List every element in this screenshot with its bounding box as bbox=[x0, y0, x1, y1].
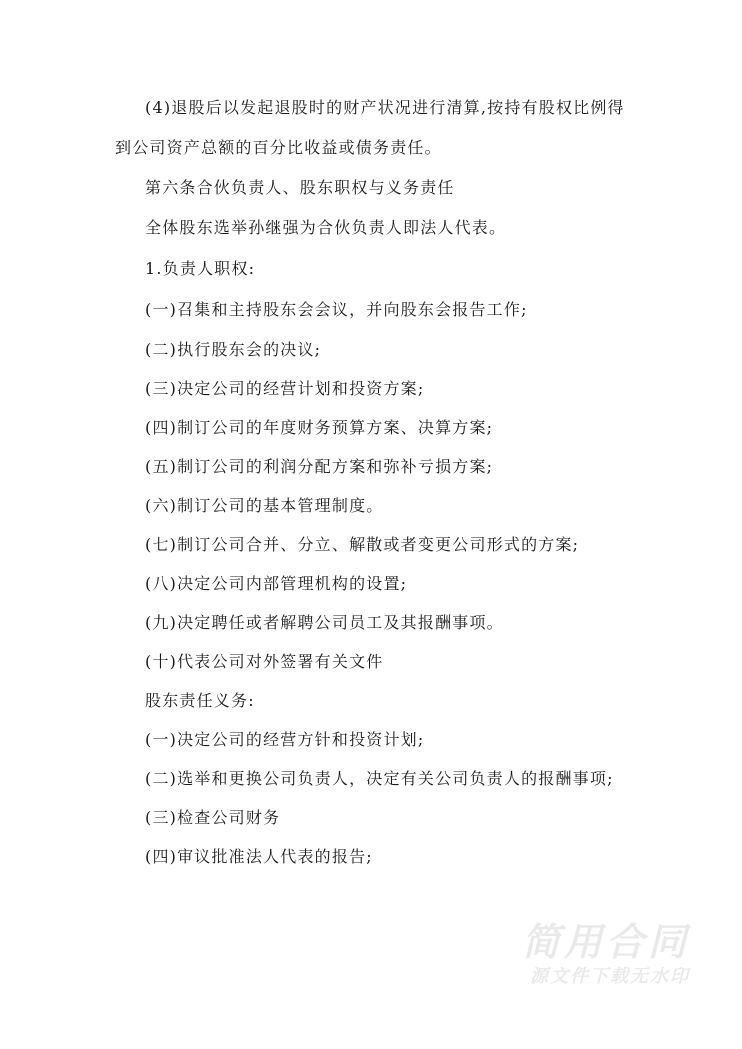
list-item: (三)检查公司财务 bbox=[145, 808, 281, 827]
paragraph-line-1: (4)退股后以发起退股时的财产状况进行清算,按持有股权比例得 bbox=[145, 98, 625, 117]
list-item: (一)召集和主持股东会会议，并向股东会报告工作; bbox=[145, 300, 528, 319]
list-item: (二)执行股东会的决议; bbox=[145, 340, 322, 359]
list-item: (八)决定公司内部管理机构的设置; bbox=[145, 574, 408, 593]
watermark-subtitle: 源文件下载无水印 bbox=[530, 966, 690, 987]
paragraph-line-2: 到公司资产总额的百分比收益或债务责任。 bbox=[115, 138, 442, 157]
subheading-responsibilities: 1.负责人职权: bbox=[145, 259, 256, 278]
watermark-title: 简用合同 bbox=[521, 920, 690, 964]
list-item: (七)制订公司合并、分立、解散或者变更公司形式的方案; bbox=[145, 535, 580, 554]
list-item: (三)决定公司的经营计划和投资方案; bbox=[145, 379, 425, 398]
list-item: (十)代表公司对外签署有关文件 bbox=[145, 652, 384, 671]
list-item: (四)制订公司的年度财务预算方案、决算方案; bbox=[145, 418, 494, 437]
list-item: (二)选举和更换公司负责人，决定有关公司负责人的报酬事项; bbox=[145, 769, 614, 788]
paragraph-line-4: 全体股东选举孙继强为合伙负责人即法人代表。 bbox=[145, 218, 507, 237]
section-heading: 第六条合伙负责人、股东职权与义务责任 bbox=[145, 178, 455, 197]
watermark bbox=[522, 920, 690, 990]
list-item: (六)制订公司的基本管理制度。 bbox=[145, 496, 384, 515]
list-item: (四)审议批准法人代表的报告; bbox=[145, 847, 373, 866]
subheading-shareholder-duties: 股东责任义务: bbox=[145, 691, 255, 710]
list-item: (五)制订公司的利润分配方案和弥补亏损方案; bbox=[145, 457, 494, 476]
list-item: (一)决定公司的经营方针和投资计划; bbox=[145, 730, 425, 749]
list-item: (九)决定聘任或者解聘公司员工及其报酬事项。 bbox=[145, 613, 504, 632]
